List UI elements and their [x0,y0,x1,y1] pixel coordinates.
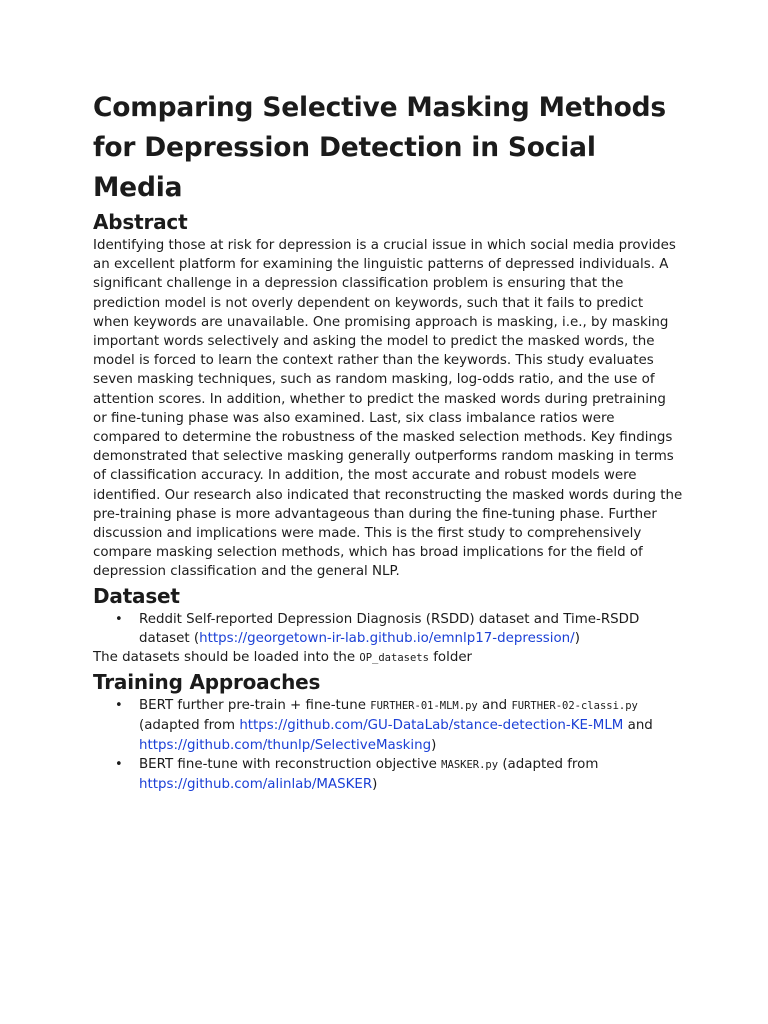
ke-mlm-link[interactable]: https://github.com/GU-DataLab/stance-detection-KE-MLM [239,718,624,734]
selective-masking-link[interactable]: https://github.com/thunlp/SelectiveMasking [139,737,432,753]
masker-code: MASKER.py [441,758,499,771]
training-item2-suffix: ) [372,777,378,793]
further-mlm-code: FURTHER-01-MLM.py [370,700,478,713]
dataset-heading: Dataset [93,583,180,608]
dataset-note [93,648,683,668]
list-item [93,696,683,755]
training-item1-and2: and [623,718,653,734]
further-classi-code: FURTHER-02-classi.py [511,700,638,713]
dataset-folder-code: OP_datasets [359,652,429,665]
training-item1-adapted: (adapted from [139,718,240,734]
training-item2-adapted: (adapted from [498,756,599,772]
masker-link[interactable]: https://github.com/alinlab/MASKER [139,777,373,793]
dataset-list [93,610,683,648]
training-heading: Training Approaches [93,670,321,695]
page-title: Comparing Selective Masking Methods for Depression Detection in Social Media [93,92,666,203]
training-item2-prefix: BERT fine-tune with reconstruction objective [139,756,442,772]
bullet-icon: • [115,611,123,627]
dataset-item-text: Reddit Self-reported Depression Diagnosis (RSDD) dataset and Time-RSDD dataset ( [139,611,640,646]
abstract-heading: Abstract [93,210,188,234]
dataset-note-suffix: folder [428,650,473,666]
training-list [93,696,683,794]
training-item1-prefix: BERT further pre-train + fine-tune [139,698,371,714]
training-item1-and: and [477,698,512,714]
list-item [93,755,683,794]
dataset-link[interactable]: https://georgetown-ir-lab.github.io/emnlp17-depression/ [199,630,575,646]
document-content [93,88,683,794]
dataset-note-prefix: The datasets should be loaded into the [93,650,360,666]
dataset-item-suffix: ) [574,630,580,646]
bullet-icon: • [115,698,123,714]
bullet-icon: • [115,756,123,772]
abstract-text: Identifying those at risk for depression is a crucial issue in which social media provides an excellent platform for examining the linguistic patterns of depressed individuals. A significant challenge in a depression classification problem is ensuring that the prediction model is not overly dependent on keywords, such that it fails to predict when keywords are unavailable. One promising approach is masking, i.e., by masking important words selectively and asking the model to predict the masked words, the model is forced to learn the context rather than the keywords. This study evaluates seven masking techniques, such as random masking, log-odds ratio, and the use of attention scores. In addition, whether to predict the masked words during pretraining or fine-tuning phase was also examined. Last, six class imbalance ratios were compared to determine the robustness of the masked selection methods. Key findings demonstrated that selective masking generally outperforms random masking in terms of classification accuracy. In addition, the most accurate and robust models were identified. Our research also indicated that reconstructing the masked words during the pre-training phase is more advantageous than during the fine-tuning phase. Further discussion and implications were made. This is the first study to comprehensively compare masking selection methods, which has broad implications for the field of depression classification and the general NLP. [93,238,683,580]
training-item1-suffix: ) [431,737,437,753]
list-item [93,610,683,648]
